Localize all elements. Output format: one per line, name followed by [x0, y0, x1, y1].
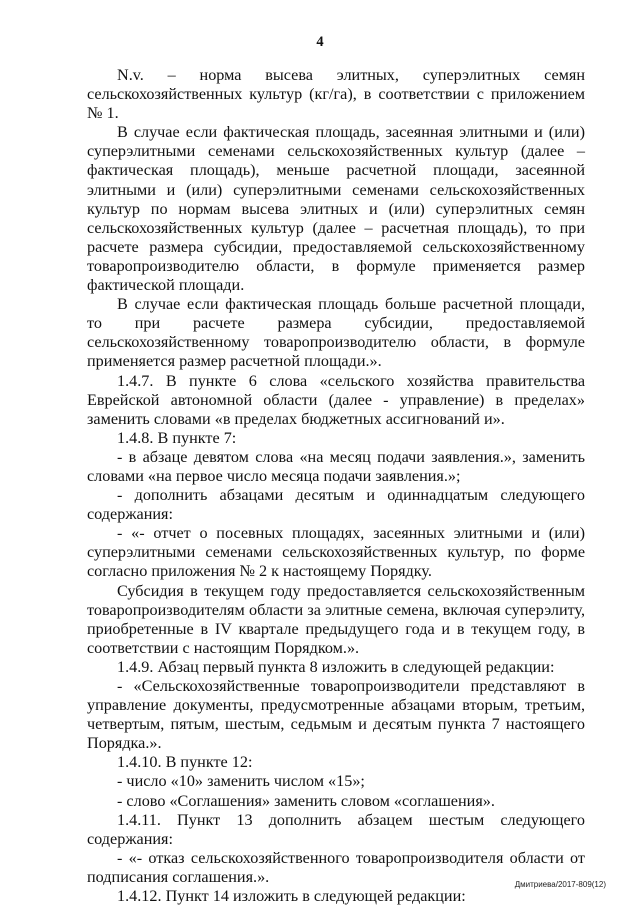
paragraph-1-4-9-item: - «Сельскохозяйственные товаропроизводители представляют в управление документы, предусмотренные абзацами вторым, третьим, четвертым, пятым, шестым, седьмым и десятым пункта 7 настоящего Порядка.».: [87, 677, 585, 753]
paragraph-subsidy-current-year: Субсидия в текущем году предоставляется сельскохозяйственным товаропроизводителям области за элитные семена, включая суперэлиту, приобретенные в IV квартале предыдущего года и в текущем году, в соответствии с настоящим Порядком.».: [87, 581, 585, 657]
paragraph-1-4-10: 1.4.10. В пункте 12:: [117, 753, 253, 772]
paragraph-actual-area-less: В случае если фактическая площадь, засеянная элитными и (или) суперэлитными семенами сельскохозяйственных культур (далее – фактическая площадь), меньше расчетной площади, засеянной элитными и (или) суперэлитными семенами сельскохозяйственных культур по нормам высева элитных и (или) суперэлитных семян сельскохозяйственных культур (далее – расчетная площадь), то при расчете размера субсидии, предоставляемой сельскохозяйственному товаропроизводителю области, в формуле применяется размер фактической площади.: [87, 123, 585, 295]
paragraph-1-4-10-item-1: - число «10» заменить числом «15»;: [117, 772, 365, 791]
paragraph-1-4-7: 1.4.7. В пункте 6 слова «сельского хозяйства правительства Еврейской автономной области (далее - управление) в пределах» заменить словами «в пределах бюджетных ассигнований и».: [87, 371, 585, 428]
page-number: 4: [316, 34, 324, 50]
paragraph-1-4-9: 1.4.9. Абзац первый пункта 8 изложить в следующей редакции:: [117, 657, 555, 676]
paragraph-1-4-8-item-3: - «- отчет о посевных площадях, засеянных элитными и (или) суперэлитными семенами сельскохозяйственных культур, по форме согласно приложения № 2 к настоящему Порядку.: [87, 524, 585, 581]
document-body: [87, 66, 585, 906]
paragraph-1-4-8: 1.4.8. В пункте 7:: [117, 428, 237, 447]
paragraph-1-4-10-item-2: - слово «Соглашения» заменить словом «соглашения».: [117, 791, 495, 810]
paragraph-actual-area-greater: В случае если фактическая площадь больше расчетной площади, то при расчете размера субсидии, предоставляемой сельскохозяйственному товаропроизводителю области, в формуле применяется размер расчетной площади.».: [87, 295, 585, 371]
paragraph-1-4-11: 1.4.11. Пункт 13 дополнить абзацем шестым следующего содержания:: [87, 810, 585, 848]
document-footer-reference: Дмитриева/2017-809(12): [514, 880, 606, 889]
paragraph-1-4-8-item-2: - дополнить абзацами десятым и одиннадцатым следующего содержания:: [87, 486, 585, 524]
paragraph-1-4-8-item-1: - в абзаце девятом слова «на месяц подачи заявления.», заменить словами «на первое число месяца подачи заявления.»;: [87, 447, 585, 485]
paragraph-1-4-11-item: - «- отказ сельскохозяйственного товаропроизводителя области от подписания соглашения.».: [87, 848, 585, 886]
paragraph-norm-definition: N.v. – норма высева элитных, суперэлитных семян сельскохозяйственных культур (кг/га), в соответствии с приложением № 1.: [87, 66, 585, 123]
paragraph-1-4-12: 1.4.12. Пункт 14 изложить в следующей редакции:: [117, 887, 466, 906]
